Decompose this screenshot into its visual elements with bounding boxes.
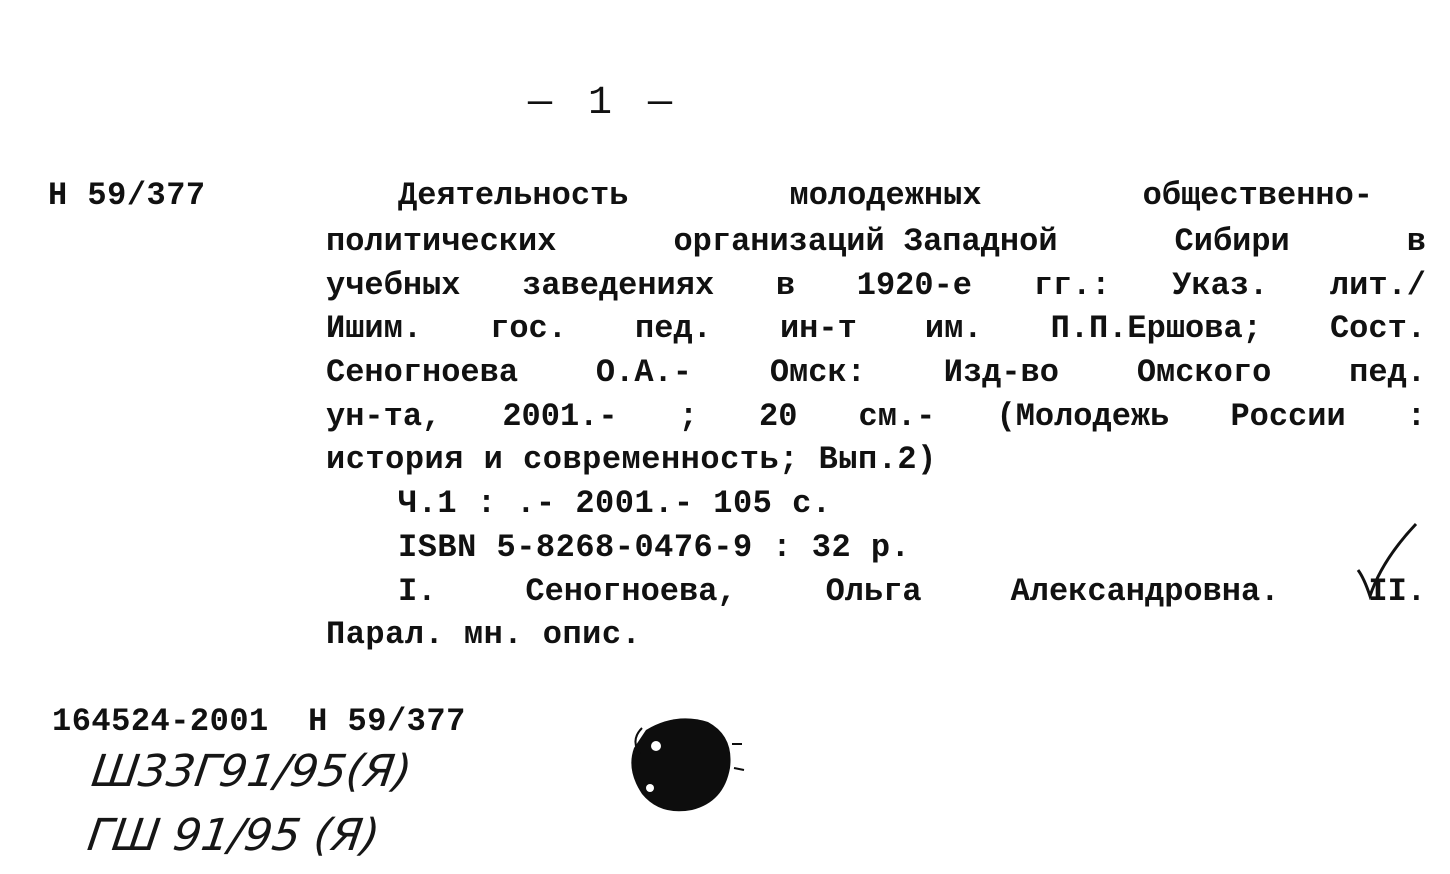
- handwritten-note-2: ГШ 91/95 (Я): [84, 810, 383, 861]
- page-mark: — 1 —: [528, 81, 679, 126]
- shelf-mark: Н 59/377: [48, 177, 206, 214]
- description-line-4: Ишим. гос. пед. ин-т им. П.П.Ершова; Сост.: [326, 310, 1426, 347]
- description-line-1: Деятельность молодежных общественно-: [398, 177, 1373, 214]
- heading-entry-1: I. Сеногноева, Ольга Александровна. II.: [398, 573, 1426, 610]
- description-line-3: учебных заведениях в 1920-е гг.: Указ. лит./: [326, 267, 1426, 304]
- isbn-line: ISBN 5-8268-0476-9 : 32 р.: [398, 529, 911, 566]
- description-line-6: ун-та, 2001.- ; 20 см.- (Молодежь России :: [326, 398, 1426, 435]
- check-mark-icon: [1352, 520, 1422, 600]
- handwritten-note-1: Ш33Г91/95(Я): [88, 746, 415, 797]
- heading-entry-2: Парал. мн. опис.: [326, 616, 642, 653]
- accession-number: 164524-2001 Н 59/377: [52, 703, 466, 740]
- stamp-blot-icon: [616, 710, 752, 820]
- description-line-2: политических организаций Западной Сибири в: [326, 223, 1426, 260]
- description-line-7: история и современность; Вып.2): [326, 441, 937, 478]
- part-line: Ч.1 : .- 2001.- 105 с.: [398, 485, 832, 522]
- description-line-5: Сеногноева О.А.- Омск: Изд-во Омского пед.: [326, 354, 1426, 391]
